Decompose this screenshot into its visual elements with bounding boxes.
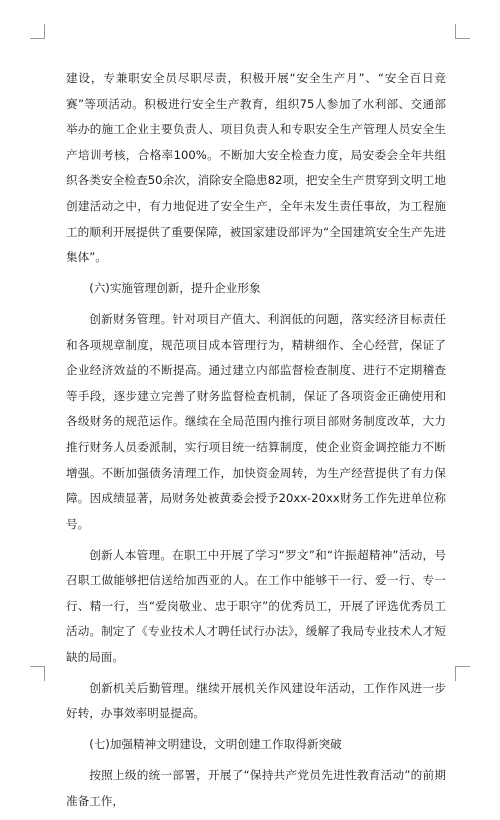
paragraph-human-resource-management: 创新人本管理。在职工中开展了学习“罗文”和“许振超精神”活动，号召职工做能够把信送给加西亚的人。在工作中能够干一行、爱一行、专一行、精一行，当“爱岗敬业、忠于职守”的优秀员工，开展了评选优秀员工活动。制定了《专业技术人才聘任试行办法》，缓解了我局专业技术人才短缺的局面。 [66, 547, 446, 664]
paragraph-financial-management: 创新财务管理。针对项目产值大、利润低的问题，落实经济目标责任和各项规章制度，规范项目成本管理行为，精耕细作、全心经营，保证了企业经济效益的不断提高。通过建立内部监督检查制度、进行不定期稽查等手段，逐步建立完善了财务监督检查机制，保证了各项资金正确使用和各级财务的规范运作。继续在全局范围内推行项目部财务制度改革，大力推行财务人员委派制，实行项目统一结算制度，使企业资金调控能力不断增强。不断加强债务清理工作，加快资金周转，为生产经营提供了有力保障。因成绩显著，局财务处被黄委会授予20xx-20xx财务工作先进单位称号。 [66, 311, 446, 531]
section-heading-spiritual-civilization: (七)加强精神文明建设，文明创建工作取得新突破 [89, 737, 342, 752]
crop-mark-bottom-left [30, 666, 44, 667]
section-heading-management-innovation: (六)实施管理创新，提升企业形象 [89, 281, 261, 296]
paragraph-party-education: 按照上级的统一部署，开展了“保持共产党员先进性教育活动”的前期准备工作， [66, 768, 446, 808]
crop-mark-bottom-left [44, 666, 45, 681]
paragraph-safety-production: 建设，专兼职安全员尽职尽责，积极开展“安全生产月”、“安全百日竞赛”等项活动。积极进行安全生产教育，组织75人参加了水利部、交通部举办的施工企业主要负责人、项目负责人和专职安全生产管理人员安全生产培训考核，合格率100%。不断加大安全检查力度，局安委会全年共组织各类安全检查50余次，消除安全隐患82项，把安全生产贯穿到文明工地创建活动之中，有力地促进了安全生产，全年未发生责任事故，为工程施工的顺利开展提供了重要保障，被国家建设部评为“全国建筑安全生产先进集体”。 [66, 71, 446, 265]
crop-mark-bottom-right [456, 666, 470, 667]
crop-mark-top-right [455, 24, 456, 39]
crop-mark-top-right [456, 38, 470, 39]
crop-mark-top-left [30, 38, 44, 39]
paragraph-logistics-management: 创新机关后勤管理。继续开展机关作风建设年活动，工作作风进一步好转，办事效率明显提高。 [66, 680, 446, 721]
crop-mark-bottom-right [455, 666, 456, 681]
crop-mark-top-left [44, 24, 45, 39]
